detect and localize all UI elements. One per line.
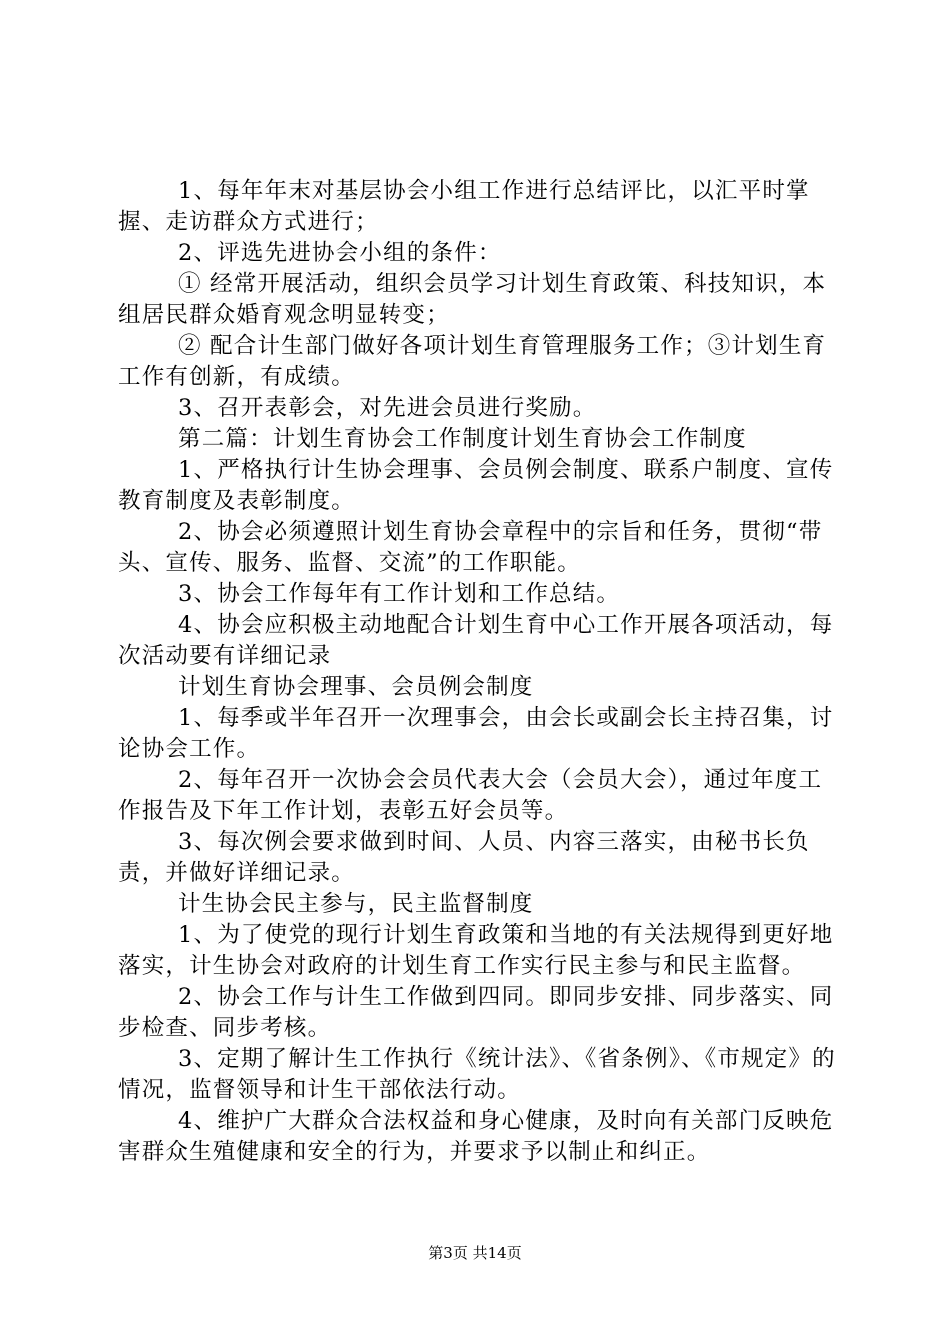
paragraph: 2、每年召开一次协会会员代表大会（会员大会），通过年度工作报告及下年工作计划，表彰五好会员等。 — [118, 767, 823, 824]
paragraph: 4、协会应积极主动地配合计划生育中心工作开展各项活动，每次活动要有详细记录 — [118, 612, 834, 669]
paragraph: 4、维护广大群众合法权益和身心健康，及时向有关部门反映危害群众生殖健康和安全的行为，并要求予以制止和纠正。 — [118, 1108, 834, 1165]
paragraph: 1、每季或半年召开一次理事会，由会长或副会长主持召集，讨论协会工作。 — [118, 705, 834, 762]
section-heading: 第二篇：计划生育协会工作制度计划生育协会工作制度 — [178, 426, 747, 452]
section-heading: 计生协会民主参与，民主监督制度 — [178, 891, 534, 917]
page-number-footer: 第3页 共14页 — [428, 1244, 522, 1262]
section-heading: 计划生育协会理事、会员例会制度 — [178, 674, 534, 700]
paragraph: 3、定期了解计生工作执行《统计法》、《省条例》、《市规定》的情况，监督领导和计生干部依法行动。 — [118, 1046, 836, 1103]
paragraph: 3、每次例会要求做到时间、人员、内容三落实，由秘书长负责，并做好详细记录。 — [118, 829, 810, 886]
paragraph: 1、为了使党的现行计划生育政策和当地的有关法规得到更好地落实，计生协会对政府的计划生育工作实行民主参与和民主监督。 — [118, 922, 834, 979]
document-body — [118, 176, 838, 1168]
paragraph: 3、召开表彰会，对先进会员进行奖励。 — [178, 395, 597, 421]
paragraph: 2、协会必须遵照计划生育协会章程中的宗旨和任务，贯彻“带头、宣传、服务、监督、交流”的工作职能。 — [118, 519, 823, 576]
paragraph: ② 配合计生部门做好各项计划生育管理服务工作；③计划生育工作有创新，有成绩。 — [118, 333, 827, 390]
paragraph: 1、每年年末对基层协会小组工作进行总结评比，以汇平时掌握、走访群众方式进行； — [118, 178, 810, 235]
paragraph: ① 经常开展活动，组织会员学习计划生育政策、科技知识，本组居民群众婚育观念明显转变； — [118, 271, 827, 328]
paragraph: 1、严格执行计生协会理事、会员例会制度、联系户制度、宣传教育制度及表彰制度。 — [118, 457, 834, 514]
paragraph: 2、协会工作与计生工作做到四同。即同步安排、同步落实、同步检查、同步考核。 — [118, 984, 834, 1041]
paragraph: 2、评选先进协会小组的条件： — [178, 240, 502, 266]
paragraph: 3、协会工作每年有工作计划和工作总结。 — [178, 581, 621, 607]
